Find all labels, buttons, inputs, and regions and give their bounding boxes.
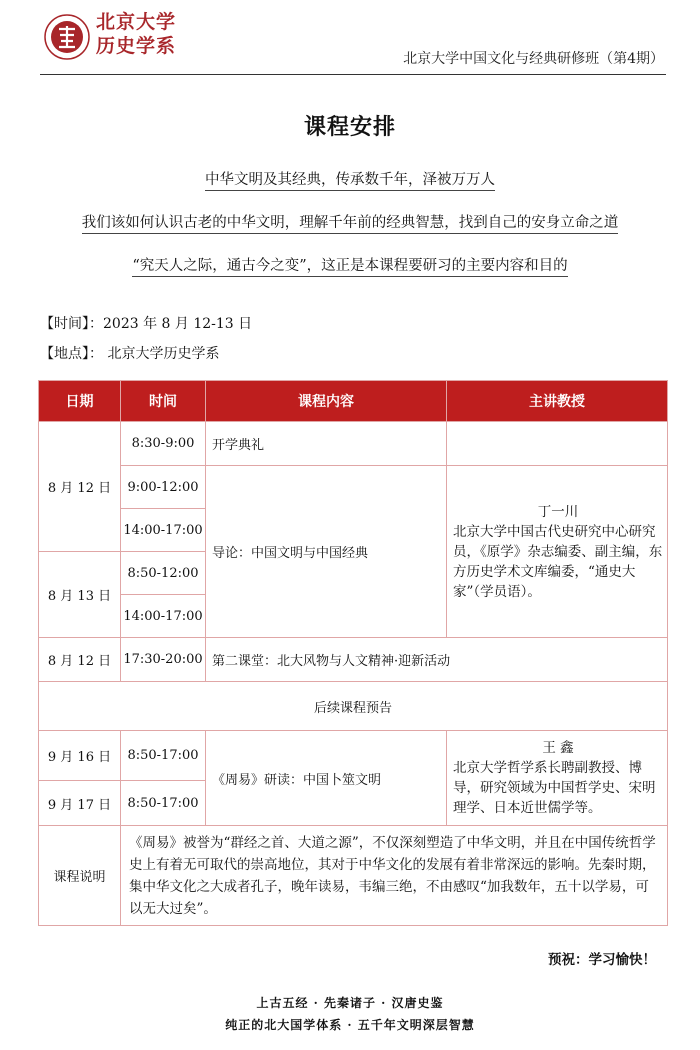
time-cell: 8:50-12:00 <box>121 552 206 595</box>
header-content: 课程内容 <box>206 381 447 422</box>
time-cell: 9:00-12:00 <box>121 466 206 509</box>
content-cell: 开学典礼 <box>206 422 447 466</box>
header-time: 时间 <box>121 381 206 422</box>
header-date: 日期 <box>39 381 121 422</box>
page-header <box>0 0 700 76</box>
time-cell: 14:00-17:00 <box>121 595 206 638</box>
teacher-name: 王 鑫 <box>542 740 574 756</box>
table-row <box>39 466 668 509</box>
teacher-cell <box>447 731 668 826</box>
time-cell: 14:00-17:00 <box>121 509 206 552</box>
header-teacher: 主讲教授 <box>447 381 668 422</box>
time-cell: 17:30-20:00 <box>121 638 206 682</box>
logo-line-1: 北京大学 <box>96 11 177 33</box>
desc-label-cell: 课程说明 <box>39 826 121 926</box>
logo-line-2: 历史学系 <box>96 35 177 57</box>
teacher-cell-empty <box>447 422 668 466</box>
schedule-table <box>38 380 668 926</box>
page-title: 课程安排 <box>303 114 396 140</box>
table-row <box>39 826 668 926</box>
date-cell: 9 月 17 日 <box>39 781 121 826</box>
content-cell: 导论：中国文明与中国经典 <box>206 466 447 638</box>
department-logo-text <box>96 10 176 58</box>
footer-line-1: 上古五经 · 先秦诸子 · 汉唐史鉴 <box>256 996 444 1010</box>
intro-text-2: 我们该如何认识古老的中华文明，理解千年前的经典智慧，找到自己的安身立命之道 <box>82 215 619 234</box>
meta-place: 【地点】： 北京大学历史学系 <box>40 346 220 362</box>
meta-time: 【时间】：2023 年 8 月 12-13 日 <box>40 316 253 332</box>
desc-cell: 《周易》被誉为“群经之首、大道之源”，不仅深刻塑造了中华文明，并且在中国传统哲学史上有着无可取代的崇高地位，其对于中华文化的发展有着非常深远的影响。先秦时期，集中华文化之大成者孔子，晚年读易，韦编三绝，不由感叹“加我数年，五十以学易，可以无大过矣”。 <box>121 826 668 926</box>
teacher-bio: 北京大学中国古代史研究中心研究员，《原学》杂志编委、副主编，东方历史学术文库编委，“通史大家”（学员语）。 <box>453 523 663 600</box>
time-cell: 8:30-9:00 <box>121 422 206 466</box>
teacher-cell <box>447 466 668 638</box>
content-cell: 第二课堂：北大风物与人文精神·迎新活动 <box>206 638 668 682</box>
intro-line-2 <box>0 211 700 232</box>
closing-wish: 预祝：学习愉快！ <box>548 952 656 968</box>
footer-line-2: 纯正的北大国学体系 · 五千年文明深层智慧 <box>225 1018 475 1032</box>
table-row <box>39 731 668 781</box>
intro-text-3: “究天人之际，通古今之变”，这正是本课程要研习的主要内容和目的 <box>132 258 567 277</box>
time-cell: 8:50-17:00 <box>121 781 206 826</box>
content-cell: 《周易》研读：中国卜筮文明 <box>206 731 447 826</box>
intro-line-3 <box>0 254 700 275</box>
department-seal-icon <box>44 14 90 60</box>
table-row <box>39 638 668 682</box>
date-cell: 8 月 13 日 <box>39 552 121 638</box>
table-row <box>39 422 668 466</box>
time-cell: 8:50-17:00 <box>121 731 206 781</box>
date-cell: 8 月 12 日 <box>39 638 121 682</box>
date-cell: 8 月 12 日 <box>39 422 121 552</box>
table-header-row <box>39 381 668 422</box>
teacher-name: 丁一川 <box>537 503 579 520</box>
date-cell: 9 月 16 日 <box>39 731 121 781</box>
header-divider <box>40 74 666 75</box>
intro-line-1 <box>0 168 700 189</box>
table-row <box>39 682 668 731</box>
series-title: 北京大学中国文化与经典研修班（第4期） <box>403 51 664 67</box>
teacher-bio: 北京大学哲学系长聘副教授、博导，研究领域为中国哲学史、宋明理学、日本近世儒学等。 <box>453 760 656 816</box>
intro-text-1: 中华文明及其经典，传承数千年，泽被万万人 <box>205 172 495 191</box>
preview-cell: 后续课程预告 <box>39 682 668 731</box>
